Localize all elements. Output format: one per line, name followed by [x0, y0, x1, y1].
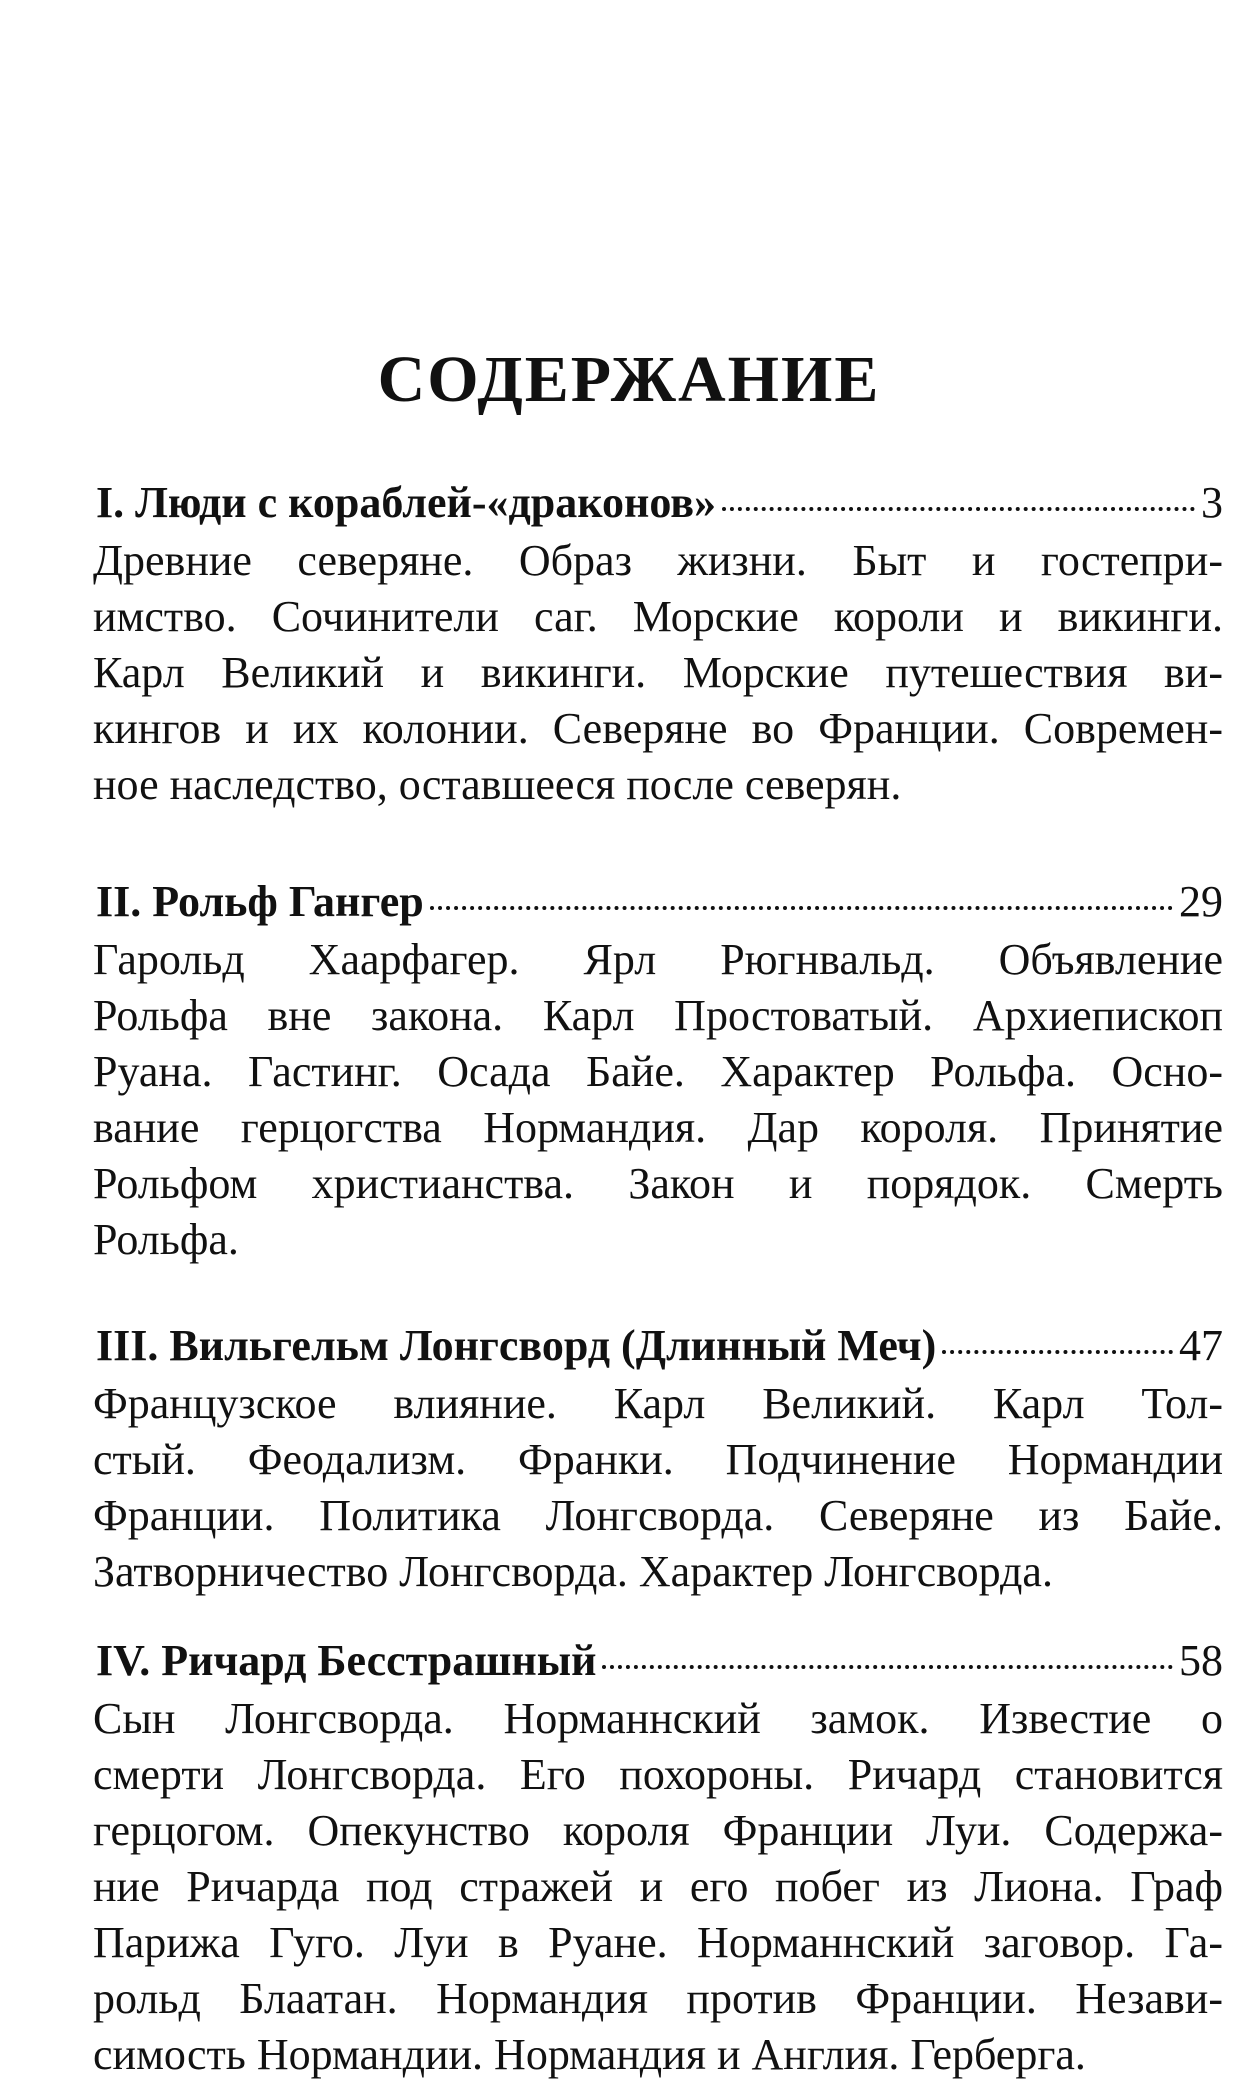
chapter-summary — [93, 1376, 1223, 1600]
chapter-title: II. Рольф Гангер — [96, 877, 424, 926]
summary-line: стый. Феодализм. Франки. Подчинение Нормандии — [93, 1435, 1223, 1484]
toc-entry-header[interactable] — [93, 1318, 1223, 1374]
summary-line: имство. Сочинители саг. Морские короли и викинги. — [93, 592, 1223, 641]
summary-line: смерти Лонгсворда. Его похороны. Ричард становится — [93, 1750, 1223, 1799]
summary-line: Франции. Политика Лонгсворда. Северяне из Байе. — [93, 1491, 1223, 1540]
chapter-title: IV. Ричард Бесстрашный — [96, 1636, 597, 1685]
toc-entry-header[interactable] — [93, 1633, 1223, 1689]
summary-line: ние Ричарда под стражей и его побег из Лиона. Граф — [93, 1862, 1223, 1911]
summary-line: Французское влияние. Карл Великий. Карл Тол- — [93, 1379, 1223, 1428]
summary-line: Гарольд Хаарфагер. Ярл Рюгнвальд. Объявление — [93, 935, 1223, 984]
summary-line: Рольфом христианства. Закон и порядок. Смерть — [93, 1159, 1223, 1208]
summary-line: Парижа Гуго. Луи в Руане. Норманнский заговор. Га- — [93, 1918, 1223, 1967]
summary-line: Сын Лонгсворда. Норманнский замок. Известие о — [93, 1694, 1223, 1743]
dot-leader — [942, 1350, 1173, 1354]
dot-leader — [722, 507, 1195, 511]
summary-line: симость Нормандии. Нормандия и Англия. Герберга. — [93, 2030, 1086, 2079]
toc-entry-2 — [93, 874, 1223, 1268]
page-title: СОДЕРЖАНИЕ — [377, 343, 881, 416]
dot-leader — [430, 906, 1173, 910]
chapter-summary — [93, 533, 1223, 813]
summary-line: вание герцогства Нормандия. Дар короля. Принятие — [93, 1103, 1223, 1152]
toc-entry-4 — [93, 1633, 1223, 2083]
chapter-summary — [93, 932, 1223, 1268]
toc-entry-header[interactable] — [93, 874, 1223, 930]
chapter-summary — [93, 1691, 1223, 2083]
summary-line: Карл Великий и викинги. Морские путешествия ви- — [93, 648, 1223, 697]
page-number: 3 — [1201, 478, 1223, 527]
summary-line: Рольфа. — [93, 1215, 239, 1264]
page-number: 47 — [1179, 1321, 1223, 1370]
page-number: 58 — [1179, 1636, 1223, 1685]
page-number: 29 — [1179, 877, 1223, 926]
chapter-title: III. Вильгельм Лонгсворд (Длинный Меч) — [96, 1321, 937, 1370]
summary-line: Затворничество Лонгсворда. Характер Лонгсворда. — [93, 1547, 1053, 1596]
toc-entry-1 — [93, 475, 1223, 813]
summary-line: герцогом. Опекунство короля Франции Луи. Содержа- — [93, 1806, 1223, 1855]
toc-entry-header[interactable] — [93, 475, 1223, 531]
summary-line: кингов и их колонии. Северяне во Франции. Современ- — [93, 704, 1223, 753]
summary-line: Руана. Гастинг. Осада Байе. Характер Рольфа. Осно- — [93, 1047, 1223, 1096]
summary-line: Рольфа вне закона. Карл Простоватый. Архиепископ — [93, 991, 1223, 1040]
summary-line: рольд Блаатан. Нормандия против Франции. Незави- — [93, 1974, 1223, 2023]
chapter-title: I. Люди с кораблей-«драконов» — [96, 478, 717, 527]
toc-entry-3 — [93, 1318, 1223, 1600]
dot-leader — [602, 1665, 1173, 1669]
summary-line: Древние северяне. Образ жизни. Быт и гостепри- — [93, 536, 1223, 585]
summary-line: ное наследство, оставшееся после северян. — [93, 760, 902, 809]
